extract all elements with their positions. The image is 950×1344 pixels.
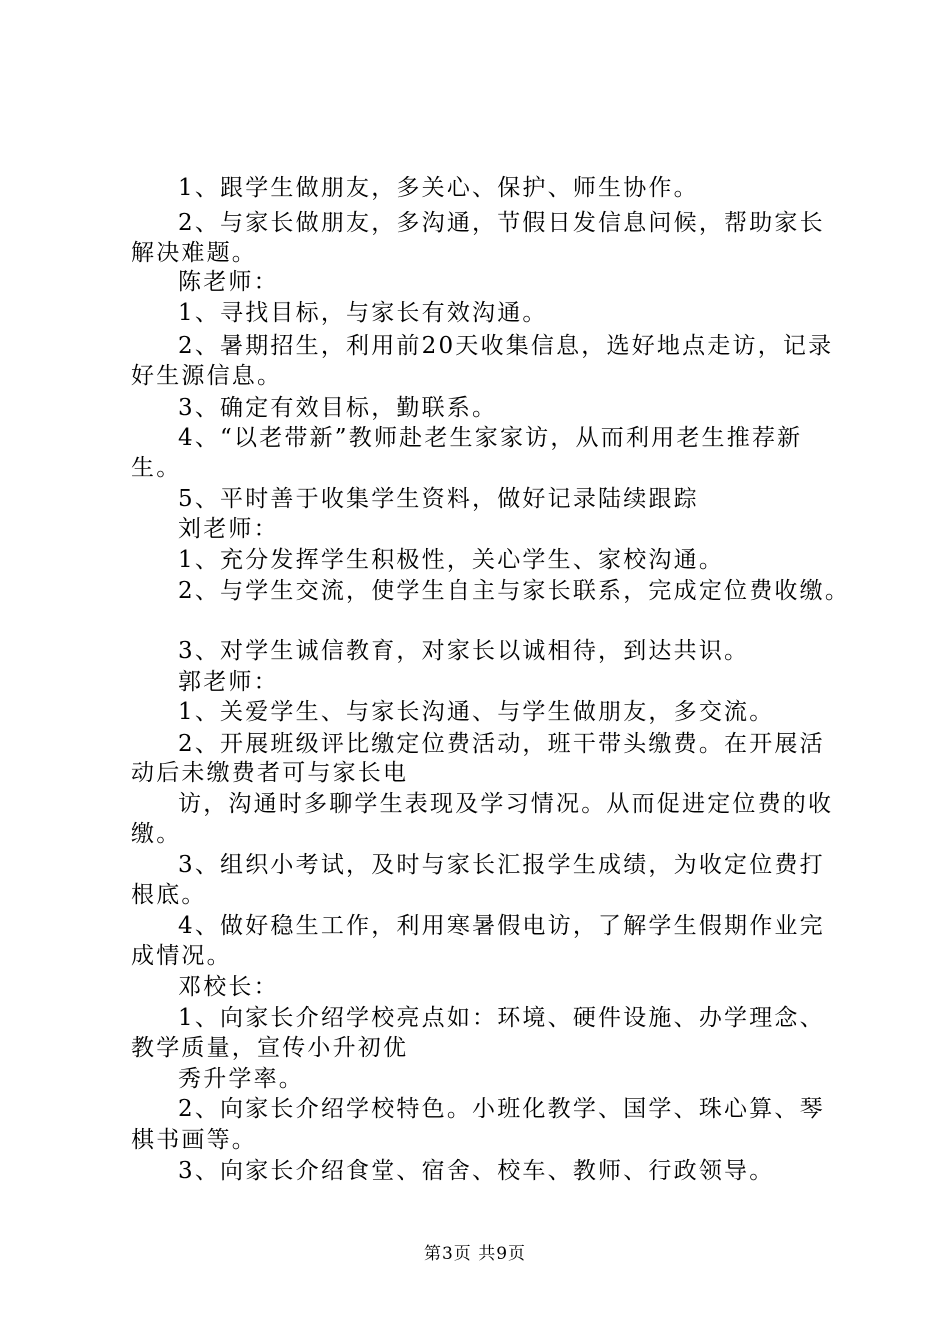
text-line: 秀升学率。: [178, 1066, 304, 1092]
text-line: 2、与学生交流，使学生自主与家长联系，完成定位费收缴。: [178, 578, 851, 604]
text-line: 1、寻找目标，与家长有效沟通。: [178, 300, 548, 326]
text-line: 动后未缴费者可与家长电: [131, 760, 409, 786]
text-line: 解决难题。: [131, 240, 257, 266]
text-line: 成情况。: [131, 943, 232, 969]
text-line: 3、组织小考试，及时与家长汇报学生成绩，为收定位费打: [178, 852, 825, 878]
text-line: 1、充分发挥学生积极性，关心学生、家校沟通。: [178, 547, 725, 573]
text-line: 2、与家长做朋友，多沟通，节假日发信息问候，帮助家长: [178, 210, 825, 236]
text-line: 访，沟通时多聊学生表现及学习情况。从而促进定位费的收: [178, 791, 834, 817]
text-line: 2、开展班级评比缴定位费活动，班干带头缴费。在开展活: [178, 731, 825, 757]
page-number-footer: 第3页 共9页: [423, 1244, 527, 1264]
text-line: 5、平时善于收集学生资料，做好记录陆续跟踪: [178, 486, 699, 512]
text-line: 教学质量，宣传小升初优: [131, 1035, 409, 1061]
text-line: 根底。: [131, 882, 207, 908]
text-line: 3、确定有效目标，勤联系。: [178, 395, 498, 421]
text-line: 生。: [131, 455, 182, 481]
section-heading: 邓校长：: [178, 974, 279, 1000]
text-line: 1、关爱学生、与家长沟通、与学生做朋友，多交流。: [178, 699, 775, 725]
text-line: 棋书画等。: [131, 1127, 257, 1153]
section-heading: 郭老师：: [178, 669, 279, 695]
section-heading: 陈老师：: [178, 269, 279, 295]
section-heading: 刘老师：: [178, 516, 279, 542]
text-line: 好生源信息。: [131, 363, 283, 389]
text-line: 4、做好稳生工作，利用寒暑假电访，了解学生假期作业完: [178, 913, 825, 939]
text-line: 2、暑期招生，利用前20天收集信息，选好地点走访，记录: [178, 333, 834, 359]
text-line: 3、向家长介绍食堂、宿舍、校车、教师、行政领导。: [178, 1158, 775, 1184]
text-line: 缴。: [131, 821, 182, 847]
text-line: 1、跟学生做朋友，多关心、保护、师生协作。: [178, 175, 699, 201]
text-line: 4、“以老带新”教师赴老生家家访，从而利用老生推荐新: [178, 425, 803, 451]
text-line: 1、向家长介绍学校亮点如：环境、硬件设施、办学理念、: [178, 1005, 825, 1031]
text-line: 2、向家长介绍学校特色。小班化教学、国学、珠心算、琴: [178, 1096, 825, 1122]
text-line: 3、对学生诚信教育，对家长以诚相待，到达共识。: [178, 638, 750, 664]
